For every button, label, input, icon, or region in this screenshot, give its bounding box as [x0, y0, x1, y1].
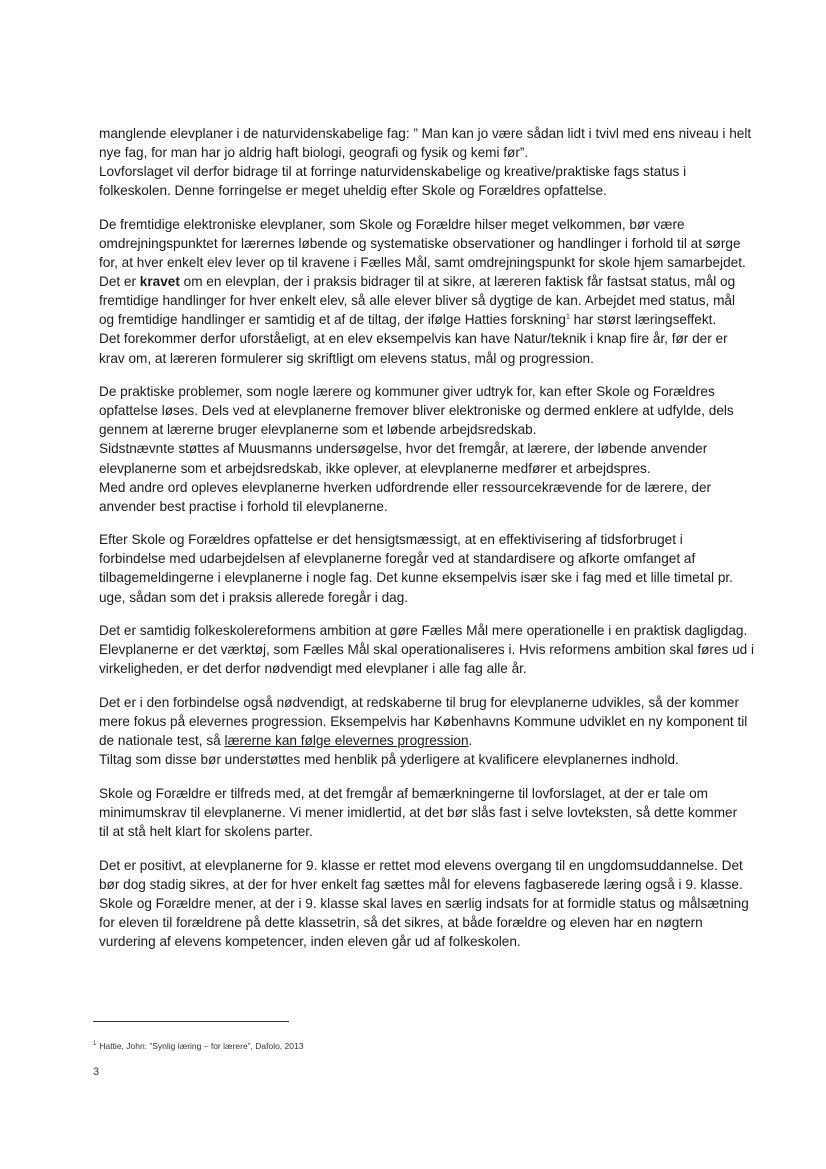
text-line-link [99, 731, 769, 750]
paragraph-3 [99, 382, 769, 516]
text-run: og fremtidige handlinger er samtidig et af de tiltag, der ifølge Hatties forskning [99, 312, 566, 328]
paragraph-2 [99, 215, 769, 368]
text-line: Tiltag som disse bør understøttes med henblik på yderligere at kvalificere elevplanernes indhold. [99, 752, 679, 768]
text-line: De praktiske problemer, som nogle lærere og kommuner giver udtryk for, kan efter Skole og Forældres [99, 384, 715, 400]
text-run: har størst læringseffekt. [569, 312, 717, 328]
text-line: omdrejningspunktet for lærernes løbende og systematiske observationer og handlinger i forhold til at sørge [99, 235, 741, 251]
text-line: anvender best practise i forhold til elevplanerne. [99, 498, 388, 514]
text-line: opfattelse løses. Dels ved at elevplanerne fremover bliver elektroniske og dermed enklere at udfylde, dels [99, 403, 734, 419]
text-line: Efter Skole og Forældres opfattelse er det hensigtsmæssigt, at en effektivisering af tidsforbruget i [99, 532, 683, 548]
text-line: nye fag, for man har jo aldrig haft biologi, geografi og fysik og kemi før”. [99, 145, 529, 161]
text-line: for, at hver enkelt elev lever op til kravene i Fælles Mål, samt omdrejningspunkt for skole hjem samarbejdet. [99, 255, 746, 271]
footnote [93, 1041, 303, 1052]
bold-word-kravet: kravet [139, 274, 180, 290]
text-line: Lovforslaget vil derfor bidrage til at forringe naturvidenskabelige og kreative/praktiske fags status i [99, 164, 687, 180]
text-run: de nationale test, så [99, 733, 225, 749]
text-line: til at stå helt klart for skolens parter. [99, 824, 313, 839]
text-run: . [468, 733, 473, 749]
text-line: forbindelse med udarbejdelsen af elevplanerne foregår ved at standardisere og afkorte omfanget af [99, 551, 696, 567]
text-line: Det er positivt, at elevplanerne for 9. klasse er rettet mod elevens overgang til en ungdomsuddannelse. Det [99, 857, 743, 873]
text-line: fremtidige handlinger for hver enkelt elev, så alle elever bliver så dygtige de kan. Arbejdet med status, mål [99, 293, 735, 309]
body-text [99, 124, 769, 966]
text-line: De fremtidige elektroniske elevplaner, som Skole og Forældre hilser meget velkommen, bør være [99, 216, 685, 232]
text-line: Sidstnævnte støttes af Muusmanns undersøgelse, hvor det fremgår, at lærere, der løbende anvender [99, 441, 708, 457]
footnote-text: Hattie, John: ”Synlig læring – for lærere”, Dafolo, 2013 [99, 1041, 304, 1051]
paragraph-8 [99, 856, 769, 951]
footnote-reference[interactable]: 1 [565, 313, 570, 321]
text-line: Det er samtidig folkeskolereformens ambition at gøre Fælles Mål mere operationelle i en praktisk dagligdag. [99, 623, 748, 639]
text-line: Det er i den forbindelse også nødvendigt, at redskaberne til brug for elevplanerne udvikles, så der kommer [99, 694, 740, 710]
text-line: Skole og Forældre er tilfreds med, at det fremgår af bemærkningerne til lovforslaget, at der er tale om [99, 785, 708, 801]
text-line: Skole og Forældre mener, at der i 9. klasse skal laves en særlig indsats for at formidle status og målsætning [99, 895, 749, 911]
text-line: virkeligheden, er det derfor nødvendigt med elevplaner i alle fag alle år. [99, 661, 527, 677]
page-number: 3 [93, 1066, 100, 1078]
text-line: tilbagemeldingerne i elevplanerne i nogle fag. Det kunne eksempelvis især ske i fag med et lille timetal pr. [99, 570, 733, 586]
text-line: minimumskrav til elevplanerne. Vi mener imidlertid, at det bør slås fast i selve lovteksten, så dette kommer [99, 804, 738, 820]
paragraph-5 [99, 621, 769, 678]
footnote-divider [93, 1021, 289, 1022]
text-line: bør dog stadig sikres, at der for hver enkelt fag sættes mål for elevens fagbaserede læring også i 9. klasse. [99, 876, 743, 892]
text-line: for eleven til forældrene på dette klassetrin, så det sikres, at både forældre og eleven har en nøgtern [99, 914, 703, 930]
text-line: mere fokus på elevernes progression. Eksempelvis har Københavns Kommune udviklet en ny komponent til [99, 714, 748, 730]
paragraph-1 [99, 124, 769, 200]
text-line: krav om, at læreren formulerer sig skriftligt om elevens status, mål og progression. [99, 350, 594, 366]
progression-link[interactable]: lærerne kan følge elevernes progression [224, 733, 469, 749]
text-line: vurdering af elevens kompetencer, inden eleven går ud af folkeskolen. [99, 933, 521, 949]
text-line-hattie [99, 310, 769, 329]
paragraph-7 [99, 784, 769, 841]
text-line: uge, sådan som det i praksis allerede foregår i dag. [99, 589, 409, 605]
text-run: om en elevplan, der i praksis bidrager til at sikre, at læreren faktisk får fastsat status, mål og [179, 274, 736, 290]
text-line: elevplanerne som et arbejdsredskab, ikke oplever, at elevplanerne medfører et arbejdspres. [99, 460, 651, 476]
text-run: Det er [99, 274, 140, 290]
text-line: manglende elevplaner i de naturvidenskabelige fag: ” Man kan jo være sådan lidt i tvivl med ens niveau i helt [99, 126, 752, 141]
paragraph-4 [99, 530, 769, 606]
text-line: Elevplanerne er det værktøj, som Fælles Mål skal operationaliseres i. Hvis reformens ambition skal føres ud i [99, 642, 755, 658]
text-line: Det forekommer derfor uforståeligt, at en elev eksempelvis kan have Natur/teknik i knap fire år, før der er [99, 331, 728, 347]
footnote-mark: 1 [93, 1041, 97, 1048]
text-line: gennem at lærerne bruger elevplanerne som et løbende arbejdsredskab. [99, 422, 537, 438]
paragraph-6 [99, 693, 769, 769]
text-line: Med andre ord opleves elevplanerne hverken udfordrende eller ressourcekrævende for de lærere, der [99, 479, 712, 495]
text-line-kravet [99, 272, 769, 291]
text-line: folkeskolen. Denne forringelse er meget uheldig efter Skole og Forældres opfattelse. [99, 183, 607, 199]
